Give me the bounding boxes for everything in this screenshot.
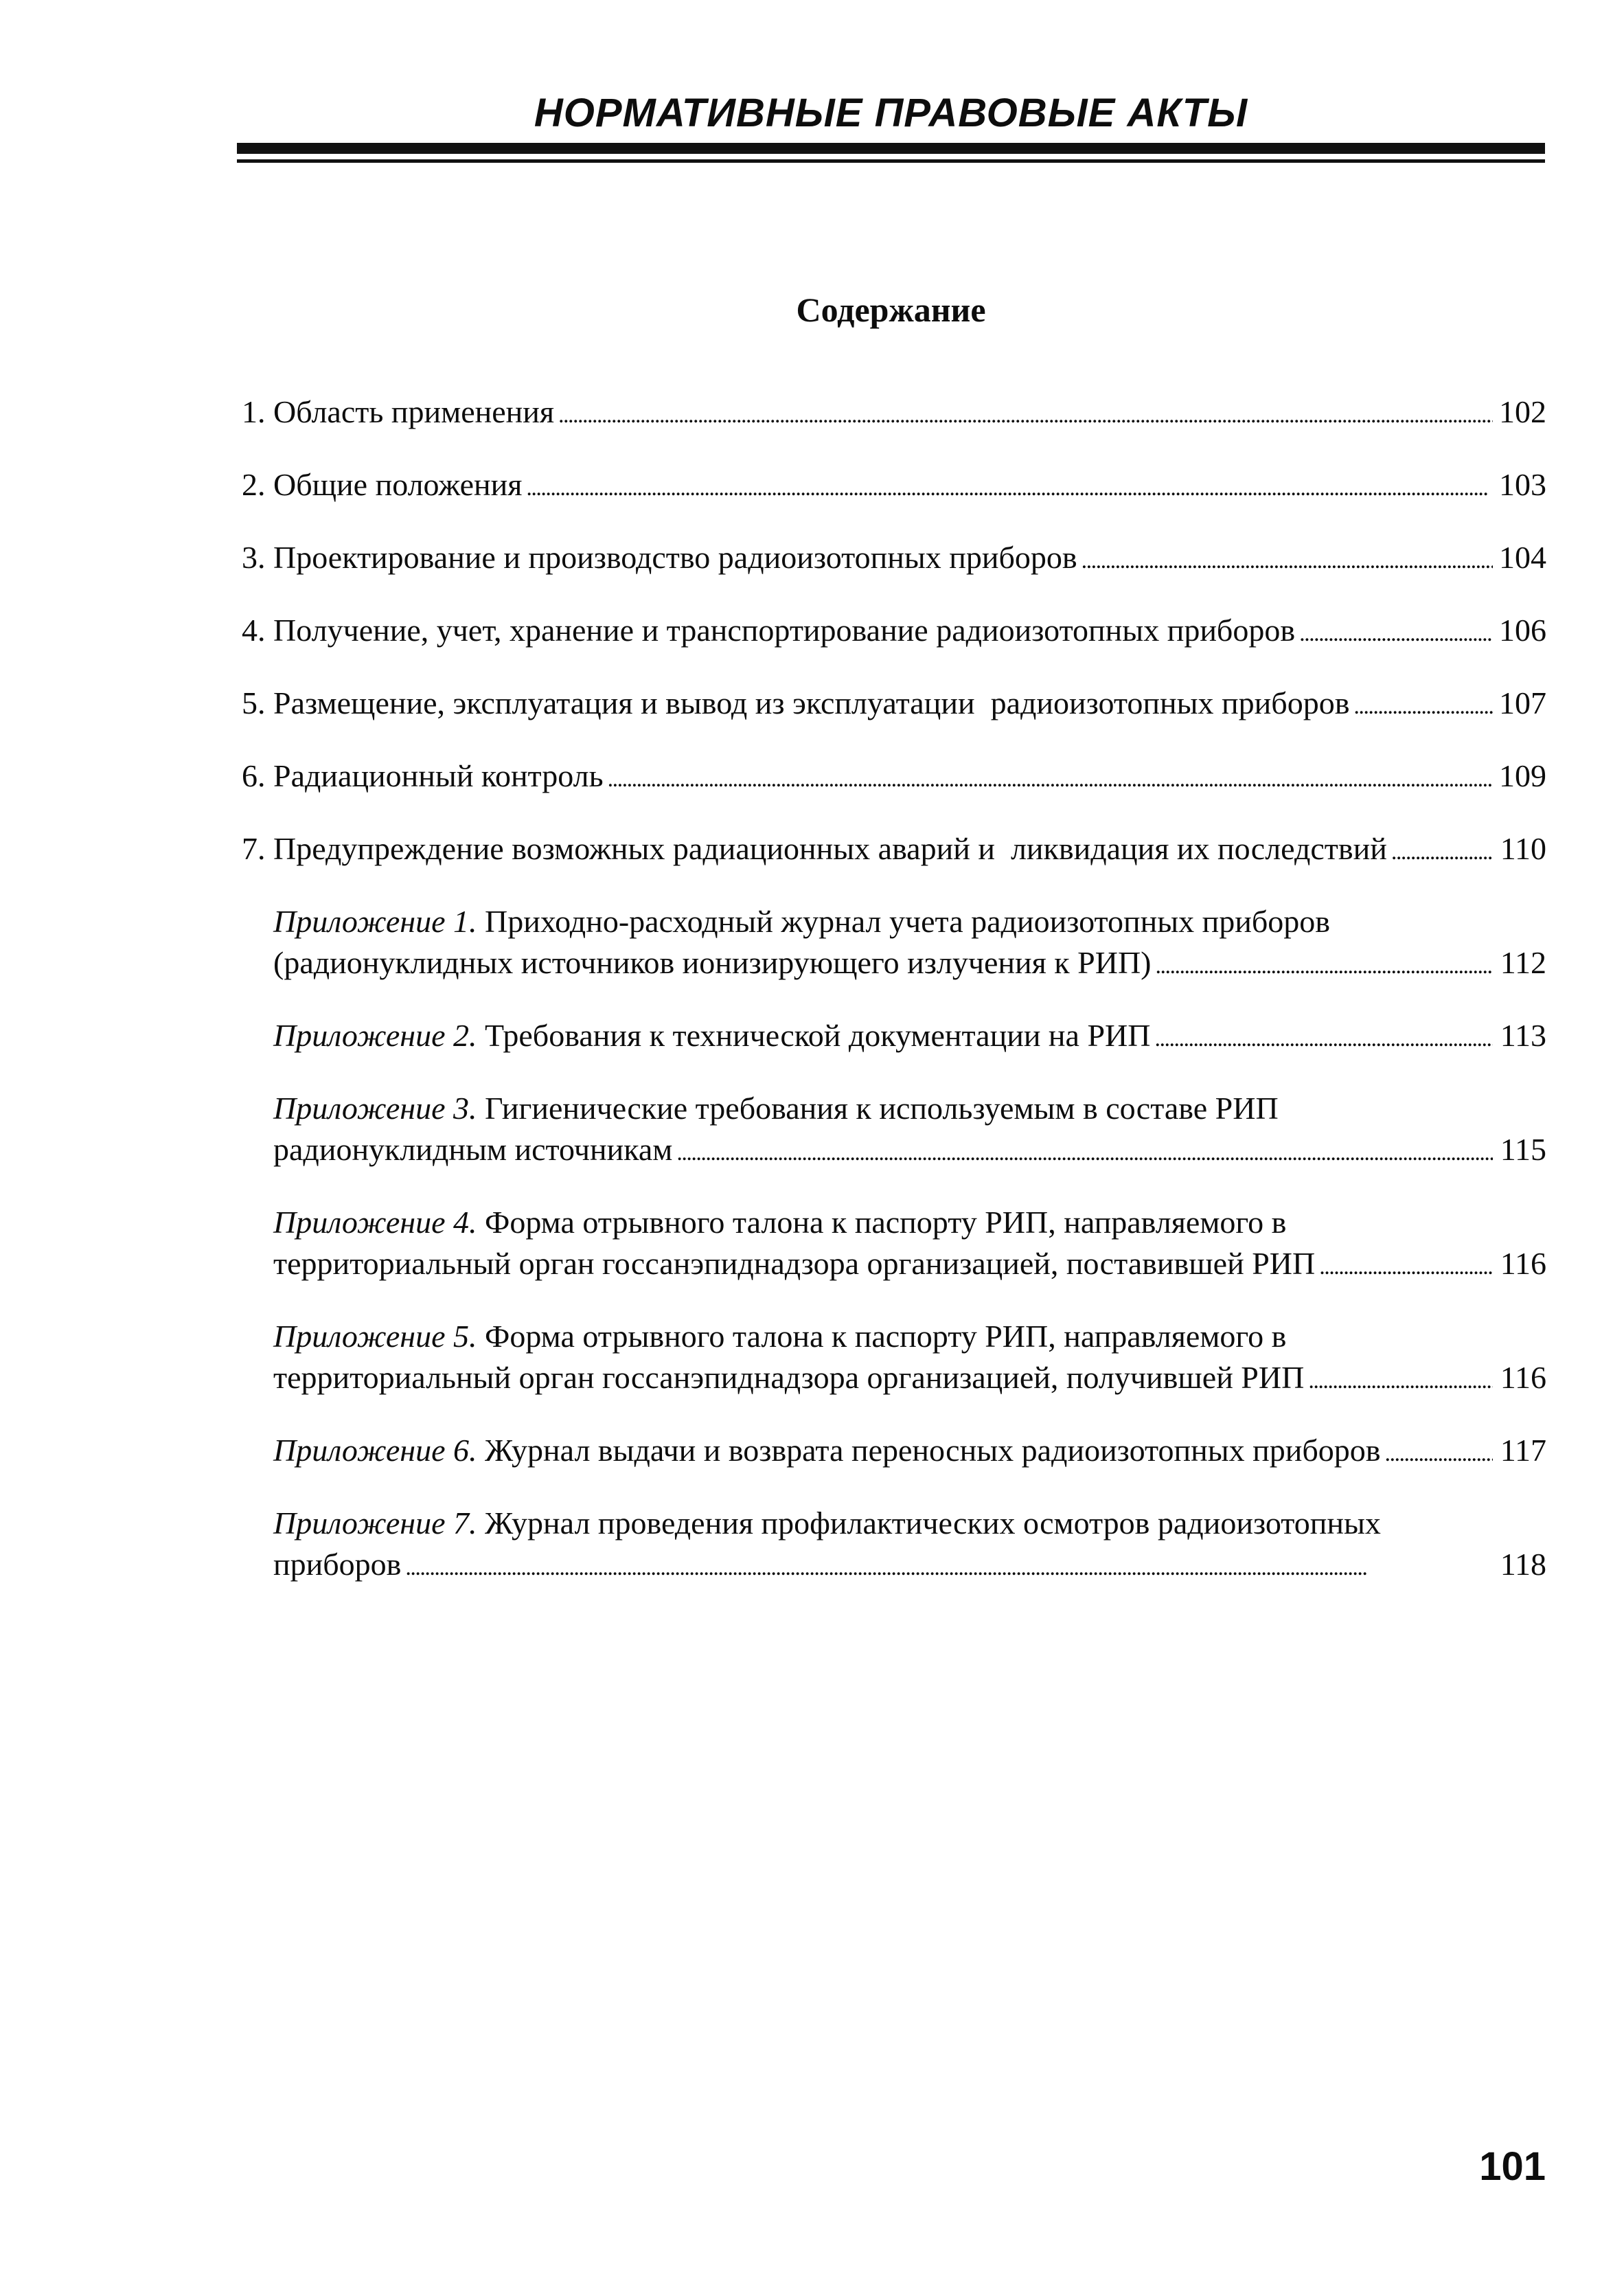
entry-page: 109 [1499,758,1546,793]
dot-leader [558,391,1493,436]
entry-text: Приложение 2. Требования к технической документации на РИП [273,1018,1151,1053]
entry-page: 102 [1499,394,1546,429]
entry-text: 7. Предупреждение возможных радиационных аварий и ликвидация их последствий [242,831,1387,866]
entry-text: 3. Проектирование и производство радиоизотопных приборов [242,540,1077,575]
entry-page: 117 [1500,1433,1546,1468]
dot-leader [405,1544,1493,1589]
toc-appendix-entry[interactable] [242,901,1546,987]
running-header: НОРМАТИВНЫЕ ПРАВОВЫЕ АКТЫ [534,91,1248,135]
entry-text: 6. Радиационный контроль [242,758,604,793]
toc-appendix-entry[interactable] [242,1202,1546,1288]
entry-page: 116 [1500,1246,1546,1281]
entry-page: 115 [1500,1132,1546,1167]
dot-leader [1155,1015,1494,1060]
entry-page: 118 [1500,1547,1546,1582]
appendix-label: Приложение 4. [273,1205,477,1240]
entry-text: 4. Получение, учет, хранение и транспортирование радиоизотопных приборов [242,613,1296,648]
toc-appendix-entry[interactable] [242,1015,1546,1060]
dot-leader [1319,1243,1493,1288]
dot-leader [526,464,1493,509]
entry-text: 1. Область применения [242,394,555,429]
dot-leader [1156,942,1494,987]
toc-appendix-entry[interactable] [242,1430,1546,1475]
entry-text: 5. Размещение, эксплуатация и вывод из эксплуатации радиоизотопных приборов [242,685,1350,720]
entry-page: 110 [1500,831,1546,866]
entry-page: 116 [1500,1360,1546,1395]
appendix-label: Приложение 5. [273,1319,477,1354]
entry-text-continued: радионуклидным источникам [273,1132,673,1167]
entry-page: 107 [1499,685,1546,720]
dot-leader [676,1129,1493,1174]
entry-page: 112 [1500,945,1546,980]
dot-leader [1308,1357,1493,1402]
entry-text-continued: приборов [273,1547,402,1582]
entry-text: Приложение 7. Журнал проведения профилактических осмотров радиоизотопных [273,1505,1381,1541]
entry-page: 103 [1499,467,1546,502]
entry-page: 106 [1499,613,1546,648]
toc-appendix-entry[interactable] [242,1316,1546,1402]
header-rule-thin [237,159,1545,163]
toc-title: Содержание [796,291,986,329]
entry-text: Приложение 4. Форма отрывного талона к паспорту РИП, направляемого в [273,1205,1287,1240]
entry-text: Приложение 1. Приходно-расходный журнал учета радиоизотопных приборов [273,904,1330,939]
toc-entry[interactable] [242,755,1546,800]
toc-entry[interactable] [242,537,1546,582]
dot-leader [1082,537,1493,582]
appendix-label: Приложение 6. [273,1433,477,1468]
header-rule-thick [237,143,1545,154]
toc-entry[interactable] [242,683,1546,727]
entry-text: Приложение 6. Журнал выдачи и возврата переносных радиоизотопных приборов [273,1433,1381,1468]
appendix-label: Приложение 2. [273,1018,477,1053]
entry-text-continued: территориальный орган госсанэпиднадзора организацией, получившей РИП [273,1360,1305,1395]
toc-entry[interactable] [242,391,1546,436]
entry-text-continued: (радионуклидных источников ионизирующего излучения к РИП) [273,945,1152,980]
entry-page: 113 [1500,1018,1546,1053]
entry-text-continued: территориальный орган госсанэпиднадзора организацией, поставившей РИП [273,1246,1316,1281]
toc-entry[interactable] [242,464,1546,509]
entry-page: 104 [1499,540,1546,575]
appendix-label: Приложение 1. [273,904,477,939]
entry-text: 2. Общие положения [242,467,523,502]
dot-leader [608,755,1493,800]
toc-entry[interactable] [242,828,1546,873]
appendix-label: Приложение 3. [273,1091,477,1126]
appendix-label: Приложение 7. [273,1505,477,1541]
dot-leader [1299,610,1493,655]
entry-text: Приложение 5. Форма отрывного талона к паспорту РИП, направляемого в [273,1319,1287,1354]
dot-leader [1391,828,1493,873]
toc-entry[interactable] [242,610,1546,655]
dot-leader [1384,1430,1493,1475]
dot-leader [1353,683,1493,727]
toc-appendix-entry[interactable] [242,1088,1546,1174]
table-of-contents [242,391,1546,1617]
page-number: 101 [1479,2144,1546,2189]
entry-text: Приложение 3. Гигиенические требования к используемым в составе РИП [273,1091,1279,1126]
toc-appendix-entry[interactable] [242,1503,1546,1589]
